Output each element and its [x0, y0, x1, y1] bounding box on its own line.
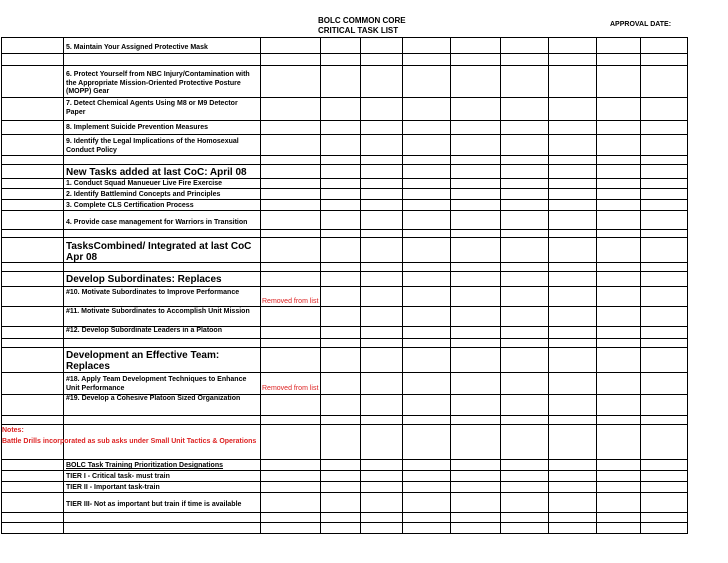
grid-hline: [1, 155, 687, 156]
grid-hline: [1, 120, 687, 121]
removed-label-2: Removed from list: [262, 385, 319, 392]
grid-vline: [640, 37, 641, 534]
grid-hline: [1, 271, 687, 272]
grid-vline: [63, 37, 64, 534]
new-task-1: 1. Conduct Squad Manueuer Live Fire Exercise: [66, 180, 222, 187]
grid-hline: [1, 286, 687, 287]
task-s12: #12. Develop Subordinate Leaders in a Platoon: [66, 327, 222, 334]
task-6: 6. Protect Yourself from NBC Injury/Contamination with the Appropriate Mission-Oriented Protective Posture (MOPP) Gear: [66, 71, 250, 95]
grid-hline: [1, 65, 687, 66]
task-s19: #19. Develop a Cohesive Platoon Sized Organization: [66, 395, 241, 402]
grid-hline: [1, 237, 687, 238]
approval-date-label: APPROVAL DATE:: [610, 21, 672, 28]
grid-hline: [1, 53, 687, 54]
grid-hline: [1, 338, 687, 339]
title-line1: BOLC COMMON CORE: [318, 16, 406, 25]
task-5: 5. Maintain Your Assigned Protective Mask: [66, 44, 208, 51]
notes-label: Notes:: [2, 427, 24, 434]
grid-vline: [1, 37, 2, 534]
title-line2: CRITICAL TASK LIST: [318, 26, 399, 35]
prioritization-heading: BOLC Task Training Prioritization Designations: [66, 462, 224, 469]
grid-hline: [1, 415, 687, 416]
grid-vline: [402, 37, 403, 534]
task-s18: #18. Apply Team Development Techniques to Enhance Unit Performance: [66, 376, 247, 392]
grid-hline: [1, 164, 687, 165]
grid-hline: [1, 306, 687, 307]
task-9: 9. Identify the Legal Implications of the Homosexual Conduct Policy: [66, 138, 239, 154]
task-s10: #10. Motivate Subordinates to Improve Performance: [66, 289, 240, 296]
grid-hline: [1, 97, 687, 98]
task-s11: #11. Motivate Subordinates to Accomplish Unit Mission: [66, 308, 250, 315]
removed-label-1: Removed from list: [262, 298, 319, 305]
new-task-2: 2. Identify Battlemind Concepts and Principles: [66, 191, 221, 198]
grid-vline: [687, 37, 688, 534]
tier-2: TIER II - Important task-train: [66, 484, 160, 491]
develop-team-heading: Development an Effective Team: Replaces: [66, 350, 220, 372]
grid-vline: [450, 37, 451, 534]
grid-hline: [1, 372, 687, 373]
grid-hline: [1, 512, 687, 513]
new-task-4: 4. Provide case management for Warriors in Transition: [66, 219, 248, 226]
task-7: 7. Detect Chemical Agents Using M8 or M9 Detector Paper: [66, 100, 238, 116]
tier-3: TIER III- Not as important but train if time is available: [66, 501, 242, 508]
grid-vline: [360, 37, 361, 534]
grid-vline: [548, 37, 549, 534]
grid-hline: [1, 37, 687, 38]
develop-subordinates-heading: Develop Subordinates: Replaces: [66, 274, 222, 285]
task-8: 8. Implement Suicide Prevention Measures: [66, 124, 208, 131]
grid-hline: [1, 229, 687, 230]
grid-hline: [1, 424, 687, 425]
battle-drills-note: Battle Drills incorporated as sub asks under Small Unit Tactics & Operations: [2, 438, 257, 445]
grid-hline: [1, 347, 687, 348]
grid-vline: [320, 37, 321, 534]
grid-hline: [1, 178, 687, 179]
grid-hline: [1, 533, 687, 534]
tier-1: TIER I - Critical task- must train: [66, 473, 170, 480]
new-task-3: 3. Complete CLS Certification Process: [66, 202, 194, 209]
grid-hline: [1, 522, 687, 523]
grid-vline: [596, 37, 597, 534]
new-tasks-heading: New Tasks added at last CoC: April 08: [66, 167, 247, 178]
grid-hline: [1, 459, 687, 460]
grid-vline: [260, 37, 261, 534]
combined-heading: TasksCombined/ Integrated at last CoC Apr 08: [66, 241, 252, 263]
grid-vline: [500, 37, 501, 534]
grid-hline: [1, 134, 687, 135]
